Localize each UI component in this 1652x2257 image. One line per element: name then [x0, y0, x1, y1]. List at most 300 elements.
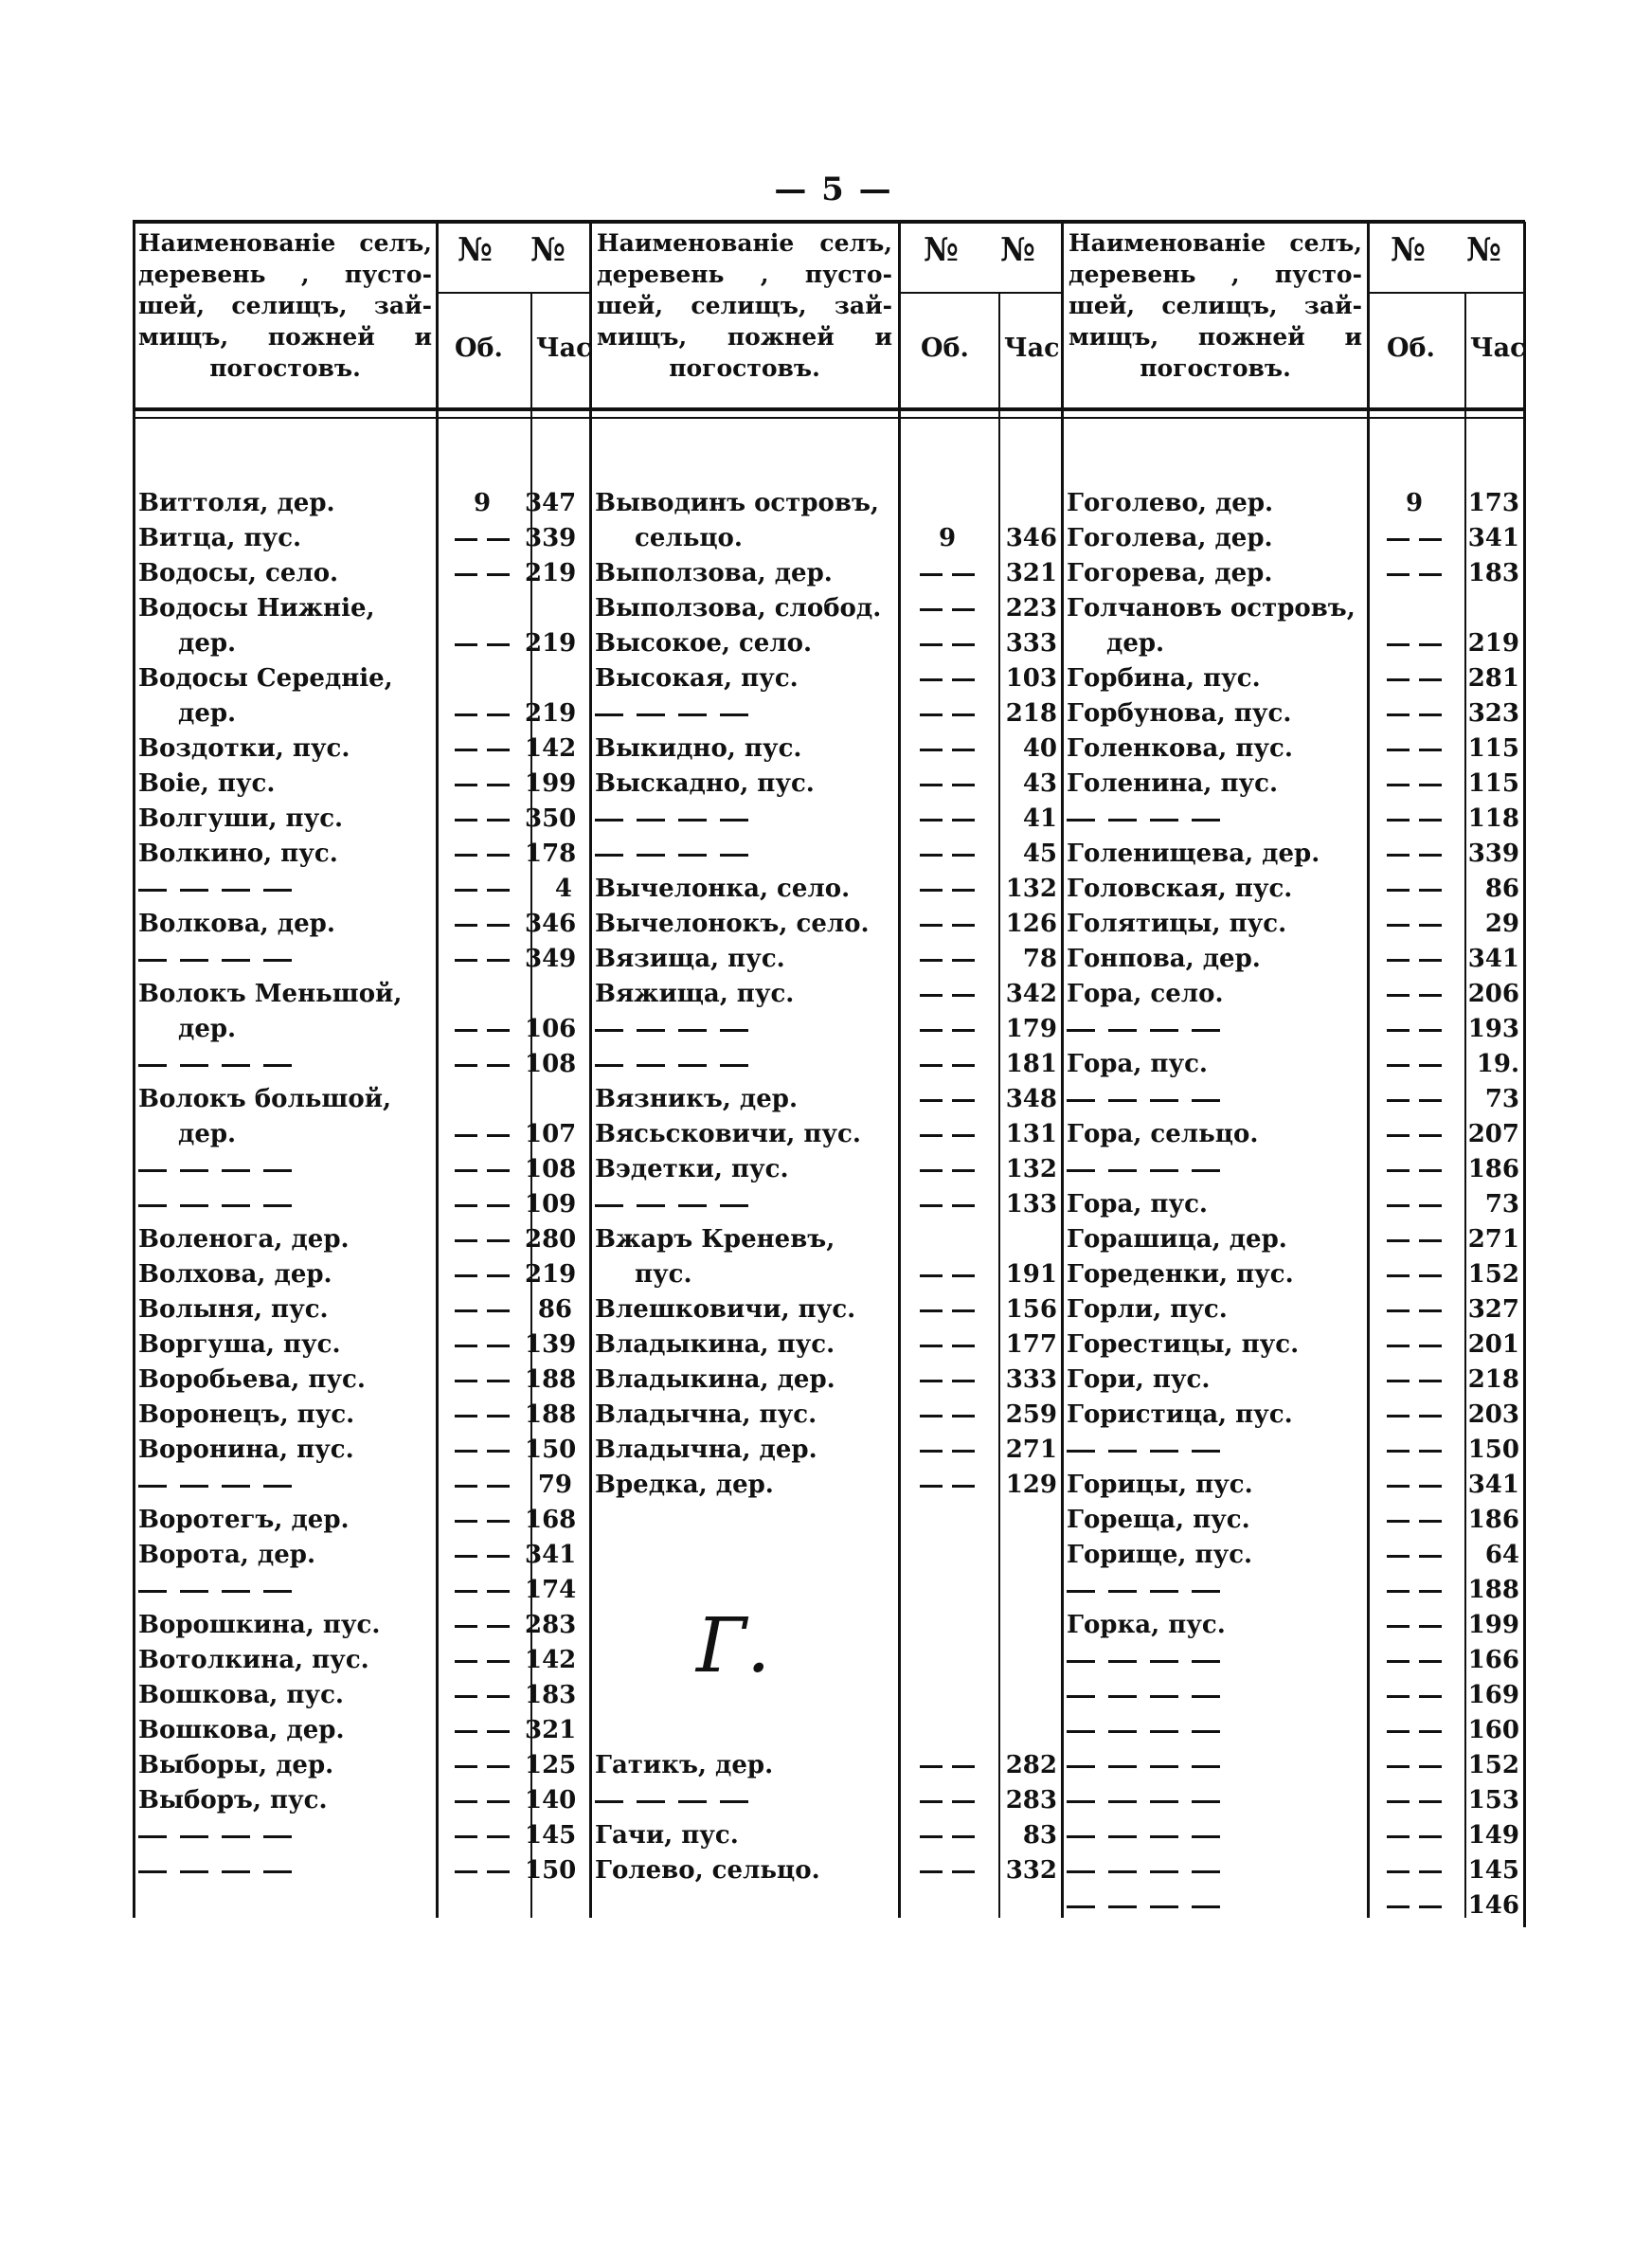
entry-chas: 181: [1005, 1050, 1057, 1078]
table-row: [1067, 977, 1517, 1012]
entry-name: Влешковичи, пус.: [595, 1295, 856, 1324]
entry-name: Воздотки, пус.: [138, 734, 350, 763]
entry-chas: 145: [525, 1821, 577, 1850]
entry-ob: 9: [473, 489, 492, 517]
table-row: [138, 802, 577, 837]
entry-name: [138, 872, 432, 907]
entry-ob: [440, 1853, 525, 1888]
entry-name: дер.: [178, 1120, 237, 1148]
table-row: [138, 661, 574, 696]
entry-ob: [440, 1538, 525, 1573]
entry-name: Гора, пус.: [1067, 1190, 1208, 1219]
entry-ob: [440, 1643, 525, 1678]
entry-chas: 201: [1467, 1330, 1519, 1359]
entry-ob: [440, 626, 525, 661]
entry-ob: [1368, 767, 1461, 802]
entry-name: Вычелонокъ, село.: [595, 910, 870, 938]
entry-chas: 349: [525, 945, 577, 973]
table-row: [595, 1433, 1057, 1468]
entry-chas: 139: [525, 1330, 577, 1359]
table-row: [595, 451, 1050, 486]
entry-chas: 332: [1005, 1856, 1057, 1885]
table-row: [138, 1468, 574, 1503]
table-row: [138, 1783, 577, 1818]
table-row: [138, 1748, 577, 1783]
table-row: [1067, 837, 1517, 872]
entry-name: Владыкина, дер.: [595, 1365, 835, 1394]
table-row: [1067, 1608, 1517, 1643]
entry-chas: 132: [1005, 1155, 1057, 1183]
table-row: [1067, 556, 1517, 591]
entry-chas: 178: [525, 840, 577, 868]
table-row: [1067, 451, 1517, 486]
header-ob-3: Об.: [1387, 334, 1435, 363]
entry-name: Гатикъ, дер.: [595, 1751, 774, 1779]
entry-name: Гористица, пус.: [1067, 1400, 1293, 1429]
entry-name: Ворошкина, пус.: [138, 1611, 381, 1639]
entry-name: Воробьева, пус.: [138, 1365, 366, 1394]
entry-name: Гора, сельцо.: [1067, 1120, 1259, 1148]
entry-chas: 281: [1467, 664, 1519, 693]
entry-chas: 282: [1005, 1751, 1057, 1779]
table-row: [138, 1398, 577, 1433]
table-row: [138, 591, 574, 626]
entry-name: Вотолкина, пус.: [138, 1646, 369, 1674]
entry-chas: 125: [525, 1751, 577, 1779]
header-name-col-1: [138, 227, 432, 384]
entry-ob: [900, 1187, 995, 1222]
table-row: [1067, 1713, 1517, 1748]
header-bottom-rule-2: [133, 417, 1525, 419]
table-row: [595, 1643, 1050, 1678]
table-row: [595, 977, 1057, 1012]
table-row: [1067, 1643, 1517, 1678]
table-row: [1067, 1468, 1517, 1503]
entry-ob: [1368, 1117, 1461, 1152]
entry-chas: 188: [1467, 1576, 1519, 1604]
entry-ob: [440, 1573, 525, 1608]
table-row: [138, 872, 574, 907]
entry-chas: 41: [1022, 804, 1057, 833]
entry-chas: 145: [1467, 1856, 1519, 1885]
entry-chas: 103: [1005, 664, 1057, 693]
entry-name: [138, 1152, 432, 1187]
entry-name: [1067, 1678, 1362, 1713]
entry-ob: [1368, 1503, 1461, 1538]
entries-column-3: [1067, 451, 1517, 1923]
entry-chas: 153: [1467, 1786, 1519, 1815]
entry-chas: 160: [1467, 1716, 1519, 1744]
entry-ob: [440, 731, 525, 767]
table-row: [1067, 872, 1517, 907]
table-row: [1067, 1187, 1517, 1222]
table-row: [1067, 1503, 1517, 1538]
entry-ob: [900, 1117, 995, 1152]
entry-chas: 78: [1022, 945, 1057, 973]
header-ch-1: Час: [536, 334, 592, 363]
entry-ob: [900, 1468, 995, 1503]
entry-ob: [1368, 1082, 1461, 1117]
entry-name: Голенищева, дер.: [1067, 840, 1320, 868]
entry-chas: 106: [525, 1015, 577, 1043]
entry-chas: 219: [525, 1260, 577, 1289]
table-row: [595, 1853, 1057, 1888]
entry-chas: 142: [525, 1646, 577, 1674]
entry-name: Выводинъ островъ,: [595, 489, 879, 517]
entry-name: [595, 696, 894, 731]
entry-chas: 79: [537, 1471, 572, 1499]
entry-ob: [1368, 977, 1461, 1012]
entry-name: Вэдетки, пус.: [595, 1155, 789, 1183]
header-name-line: шей, селищъ, зай-: [138, 292, 432, 319]
table-row: [1067, 1853, 1517, 1888]
header-no-ob-1: №: [458, 231, 493, 269]
entry-ob: [900, 1152, 995, 1187]
entry-ob: [1368, 942, 1461, 977]
entry-name: Выползова, слобод.: [595, 594, 882, 623]
header-bottom-rule: [133, 407, 1525, 411]
entry-name: Воленога, дер.: [138, 1225, 350, 1254]
table-row: [1067, 767, 1517, 802]
entry-name: Выползова, дер.: [595, 559, 833, 587]
table-row: [1067, 1152, 1517, 1187]
entry-ob: [440, 1398, 525, 1433]
entry-chas: 140: [525, 1786, 577, 1815]
table-row: [1067, 521, 1517, 556]
header-ob-1: Об.: [455, 334, 503, 363]
table-row: [595, 1187, 1057, 1222]
entry-ob: [440, 1363, 525, 1398]
table-row: [138, 1573, 577, 1608]
entry-chas: 150: [1467, 1435, 1519, 1464]
entry-name: Волокъ большой,: [138, 1085, 392, 1113]
entry-chas: 218: [1467, 1365, 1519, 1394]
entry-chas: 64: [1484, 1541, 1519, 1569]
entry-ob: [440, 1117, 525, 1152]
entry-ob: [900, 731, 995, 767]
entry-ob: [900, 1257, 995, 1292]
entry-ob: [1368, 696, 1461, 731]
no-subrule-1: [438, 292, 589, 294]
entry-chas: 118: [1467, 804, 1519, 833]
entry-chas: 341: [1467, 1471, 1519, 1499]
entry-name: Воргуша, пус.: [138, 1330, 341, 1359]
entry-chas: 186: [1467, 1506, 1519, 1534]
entry-chas: 107: [525, 1120, 577, 1148]
entry-name: Водосы, село.: [138, 559, 339, 587]
entry-name: Выборъ, пус.: [138, 1786, 328, 1815]
entry-chas: 179: [1005, 1015, 1057, 1043]
entry-chas: 168: [525, 1506, 577, 1534]
entry-name: Владычна, пус.: [595, 1400, 817, 1429]
entry-chas: 29: [1484, 910, 1519, 938]
entry-name: [1067, 1713, 1362, 1748]
entry-chas: 173: [1467, 489, 1519, 517]
entry-name: [1067, 1082, 1362, 1117]
entry-ob: [1368, 1047, 1461, 1082]
table-row: [595, 942, 1057, 977]
entry-ob: [900, 837, 995, 872]
entry-name: [595, 1012, 894, 1047]
table-row: [595, 907, 1057, 942]
table-row: [138, 977, 574, 1012]
entry-name: [1067, 1643, 1362, 1678]
entry-name: Вязникъ, дер.: [595, 1085, 799, 1113]
entry-ob: [440, 1713, 525, 1748]
table-row: [595, 1713, 1050, 1748]
entry-chas: 108: [525, 1155, 577, 1183]
entry-ob: [900, 661, 995, 696]
entry-name: [1067, 1573, 1362, 1608]
table-row: [1067, 486, 1517, 521]
entry-ob: [1368, 731, 1461, 767]
entry-chas: 188: [525, 1400, 577, 1429]
entry-name: [595, 837, 894, 872]
entry-ob: [1368, 1292, 1461, 1327]
table-row: [1067, 942, 1517, 977]
entry-name: [138, 1573, 432, 1608]
entry-name: [1067, 1433, 1362, 1468]
table-row: [138, 907, 577, 942]
table-row: [1067, 1082, 1517, 1117]
entry-ob: [440, 1327, 525, 1363]
table-row: [595, 1538, 1050, 1573]
entry-name: [595, 1047, 894, 1082]
table-row: [138, 1433, 577, 1468]
entry-ob: [1368, 1783, 1461, 1818]
entry-chas: 133: [1005, 1190, 1057, 1219]
table-top-rule: [133, 220, 1525, 224]
entry-name: Волхова, дер.: [138, 1260, 332, 1289]
header-name-line: погостовъ.: [669, 354, 820, 382]
entry-ob: [1368, 802, 1461, 837]
table-row: [138, 1678, 577, 1713]
entry-name: дер.: [178, 699, 237, 728]
entry-ob: [440, 1257, 525, 1292]
entry-chas: 341: [525, 1541, 577, 1569]
table-row: [595, 696, 1057, 731]
entry-ob: [440, 696, 525, 731]
table-left-border: [133, 222, 135, 1918]
entry-ob: [440, 837, 525, 872]
divider-col-2-3: [1061, 222, 1064, 1918]
table-row: [138, 767, 577, 802]
entry-name: [1067, 1853, 1362, 1888]
entry-ob: [440, 1152, 525, 1187]
table-row: [1067, 731, 1517, 767]
header-name-col-3: [1068, 227, 1362, 384]
table-row: [138, 1117, 577, 1152]
entry-chas: 327: [1467, 1295, 1519, 1324]
entry-name: Голчановъ островъ,: [1067, 594, 1356, 623]
table-row: [595, 486, 1050, 521]
entry-chas: 333: [1005, 629, 1057, 658]
entry-chas: 150: [525, 1856, 577, 1885]
table-row: [595, 1573, 1050, 1608]
entry-chas: 348: [1005, 1085, 1057, 1113]
entry-ob: [440, 872, 525, 907]
table-row: [595, 1047, 1057, 1082]
entry-chas: 132: [1005, 875, 1057, 903]
entry-ob: [1368, 1818, 1461, 1853]
header-no-ob-2: №: [924, 231, 959, 269]
entry-ob: [440, 1292, 525, 1327]
entry-ob: [1368, 1888, 1461, 1923]
entry-ob: [440, 942, 525, 977]
table-row: [138, 1608, 577, 1643]
header-name-line: мищъ, пожней и: [1068, 323, 1362, 351]
entry-ob: [1368, 1608, 1461, 1643]
entry-ob: 9: [938, 524, 957, 552]
entry-name: Вясьсковичи, пус.: [595, 1120, 861, 1148]
entry-ob: [900, 1783, 995, 1818]
entry-chas: 152: [1467, 1751, 1519, 1779]
header-name-line: Наименованіе селъ,: [597, 229, 892, 257]
table-row: [1067, 696, 1517, 731]
entry-ob: [1368, 907, 1461, 942]
table-row: [138, 1643, 577, 1678]
entry-ob: [1368, 1748, 1461, 1783]
entry-ob: [440, 1783, 525, 1818]
table-row: [595, 767, 1057, 802]
entry-name: Волкино, пус.: [138, 840, 338, 868]
entry-name: [595, 1783, 894, 1818]
table-row: [595, 1117, 1057, 1152]
table-row: [595, 1363, 1057, 1398]
entry-name: Волыня, пус.: [138, 1295, 329, 1324]
entry-ob: [900, 1082, 995, 1117]
entry-chas: 271: [1467, 1225, 1519, 1254]
entry-chas: 73: [1484, 1085, 1519, 1113]
entry-ob: [1368, 1853, 1461, 1888]
header-name-line: погостовъ.: [209, 354, 361, 382]
entry-name: [595, 802, 894, 837]
table-row: [138, 1152, 577, 1187]
entry-ob: [440, 1012, 525, 1047]
table-row: [138, 451, 574, 486]
entry-ob: [900, 767, 995, 802]
entry-ob: [900, 977, 995, 1012]
entry-name: [138, 942, 432, 977]
entry-name: Водосы Середніе,: [138, 664, 393, 693]
entry-name: дер.: [178, 1015, 237, 1043]
table-row: [595, 591, 1057, 626]
entry-chas: 223: [1005, 594, 1057, 623]
header-name-line: деревень , пусто-: [597, 261, 892, 288]
entry-chas: 350: [525, 804, 577, 833]
entry-ob: [1368, 872, 1461, 907]
table-row: [1067, 1748, 1517, 1783]
entry-chas: 333: [1005, 1365, 1057, 1394]
section-letter-g: Г.: [696, 1601, 771, 1689]
entry-ob: [900, 556, 995, 591]
entry-ob: [900, 1012, 995, 1047]
entry-name: Волокъ Меньшой,: [138, 980, 403, 1008]
entry-chas: 321: [1005, 559, 1057, 587]
header-no-ch-2: №: [1000, 231, 1035, 269]
entry-name: Волкова, дер.: [138, 910, 335, 938]
entry-ob: [1368, 626, 1461, 661]
no-subrule-2: [900, 292, 1061, 294]
entry-chas: 115: [1467, 769, 1519, 798]
entry-name: Вжаръ Креневъ,: [595, 1225, 835, 1254]
entry-name: Горбунова, пус.: [1067, 699, 1292, 728]
entry-ob: 9: [1405, 489, 1424, 517]
entry-chas: 108: [525, 1050, 577, 1078]
entry-ob: [1368, 1222, 1461, 1257]
entry-chas: 199: [525, 769, 577, 798]
entry-ob: [440, 1678, 525, 1713]
table-row: [595, 1292, 1057, 1327]
divider-col-1-2: [589, 222, 592, 1918]
entry-chas: 321: [525, 1716, 577, 1744]
table-row: [138, 1363, 577, 1398]
entry-name: Головская, пус.: [1067, 875, 1293, 903]
table-row: [138, 731, 577, 767]
entry-ob: [900, 942, 995, 977]
table-row: [1067, 1047, 1517, 1082]
entry-name: [1067, 1783, 1362, 1818]
table-row: [595, 872, 1057, 907]
table-row: [1067, 591, 1517, 626]
table-row: [1067, 1257, 1517, 1292]
table-row: [595, 1012, 1057, 1047]
entry-chas: 131: [1005, 1120, 1057, 1148]
header-ch-3: Час: [1470, 334, 1526, 363]
table-row: [1067, 1818, 1517, 1853]
entry-name: Гореща, пус.: [1067, 1506, 1250, 1534]
entry-name: Гонпова, дер.: [1067, 945, 1261, 973]
header-name-line: Наименованіе селъ,: [1068, 229, 1362, 257]
header-name-line: погостовъ.: [1140, 354, 1291, 382]
entry-ob: [440, 556, 525, 591]
entry-chas: 109: [525, 1190, 577, 1219]
header-name-line: Наименованіе селъ,: [138, 229, 432, 257]
entry-ob: [1368, 521, 1461, 556]
entry-chas: 283: [525, 1611, 577, 1639]
table-row: [138, 1187, 577, 1222]
entry-name: Вяжища, пус.: [595, 980, 795, 1008]
header-ob-2: Об.: [921, 334, 969, 363]
entry-chas: 271: [1005, 1435, 1057, 1464]
entry-name: сельцо.: [635, 524, 743, 552]
entry-name: Витца, пус.: [138, 524, 302, 552]
entry-ob: [1368, 1398, 1461, 1433]
table-row: [595, 1222, 1050, 1257]
entry-ob: [1368, 1433, 1461, 1468]
header-name-line: мищъ, пожней и: [597, 323, 892, 351]
header-no-ob-3: №: [1391, 231, 1426, 269]
entry-ob: [1368, 1363, 1461, 1398]
table-row: [595, 556, 1057, 591]
table-row: [595, 661, 1057, 696]
entry-ob: [1368, 1257, 1461, 1292]
entry-chas: 323: [1467, 699, 1519, 728]
entry-ob: [440, 1468, 525, 1503]
entry-name: [138, 1468, 432, 1503]
entry-name: Голенина, пус.: [1067, 769, 1279, 798]
entry-ob: [1368, 1468, 1461, 1503]
table-row: [595, 521, 1057, 556]
entry-name: Голятицы, пус.: [1067, 910, 1287, 938]
entry-chas: 203: [1467, 1400, 1519, 1429]
table-row: [595, 1818, 1057, 1853]
entry-ob: [1368, 1678, 1461, 1713]
entry-chas: 188: [525, 1365, 577, 1394]
table-row: [138, 1853, 577, 1888]
entry-name: Вычелонка, село.: [595, 875, 851, 903]
entry-chas: 347: [525, 489, 577, 517]
